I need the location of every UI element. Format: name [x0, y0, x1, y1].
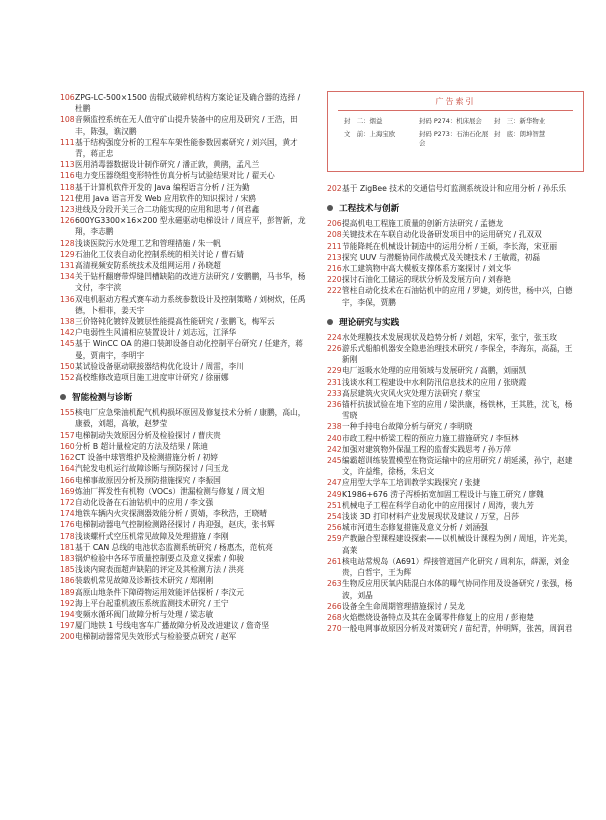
toc-entry[interactable]	[327, 343, 579, 365]
article-title: 机械电子工程在科学自动化中的应用探讨 / 周涛，裴九芳	[342, 500, 534, 510]
article-title: 产教融合型课程建设探索——以机械设计课程为例 / 周旭，许光美，高莱	[342, 534, 573, 555]
article-title: 基于计算机软件开发的 Java 编程语言分析 / 汪为勤	[75, 182, 250, 192]
toc-entry[interactable]	[60, 620, 308, 631]
page-number: 224	[327, 332, 342, 342]
toc-entry[interactable]	[60, 508, 308, 519]
toc-entry[interactable]	[327, 489, 579, 500]
advert-divider	[338, 110, 573, 111]
toc-entry[interactable]	[60, 215, 308, 237]
page-number: 247	[327, 478, 342, 488]
article-title: 浅谈 3D 打印材料产业发展现状及建议 / 万堂，吕莎	[342, 512, 519, 522]
toc-entry[interactable]	[327, 263, 579, 274]
article-title: 游乐式船舶机器安全隐患治理技术研究 / 李保全，李海东，高磊，王新刚	[342, 344, 573, 365]
page-number: 129	[60, 249, 75, 259]
article-title: 锅炉检验中各环节质量控制要点及意义探索 / 仰骏	[75, 553, 244, 563]
toc-entry[interactable]	[327, 623, 579, 634]
article-title: 分析 B 超计量检定的方法及结果 / 陈迪	[75, 441, 208, 451]
article-title: 石油化工仪表自动化控制系统的相关讨论 / 曹石婧	[75, 249, 244, 259]
article-title: 探讨石油化工储运的现状分析及发展方向 / 刘春艳	[342, 275, 511, 285]
page-number: 152	[60, 373, 75, 383]
article-title: 双电机驱动方程式赛车动力系统参数设计及控制策略 / 刘树炊，任禹德，卜相菲，姜天宇	[75, 294, 306, 315]
page-number: 160	[60, 441, 75, 451]
page-number: 131	[60, 261, 75, 271]
page-number: 202	[327, 184, 342, 193]
page-number: 174	[60, 509, 75, 519]
toc-entry[interactable]	[60, 598, 308, 609]
page-number: 116	[60, 171, 75, 181]
article-title: 基于 ZigBee 技术的交通信号灯监测系统设计和应用分析 / 孙乐乐	[342, 184, 566, 193]
page-number: 126	[60, 216, 75, 226]
toc-entry[interactable]	[60, 542, 308, 553]
page-number: 181	[60, 542, 75, 552]
article-title: 水处理膜技术发展现状及趋势分析 / 刘超，宋军，张宁，张玉玫	[342, 332, 558, 342]
article-title: 生物反应用厌氧内陆混白水体的曝气协同作用及设备研究 / 张强，杨波，刘晶	[342, 579, 573, 600]
toc-entry[interactable]	[327, 274, 579, 285]
article-title: 关键技术在车联自动化设备研发项目中的运用研究 / 孔双双	[342, 230, 542, 240]
toc-entry[interactable]	[60, 475, 308, 486]
article-title: 某试验设备驱动联接器结构优化设计 / 周雷，李川	[75, 361, 244, 371]
page-number: 270	[327, 624, 342, 634]
toc-entry[interactable]	[60, 327, 308, 338]
toc-entry[interactable]	[60, 182, 308, 193]
section-heading	[327, 316, 579, 328]
advert-index-box	[327, 91, 584, 172]
page-number: 178	[60, 531, 75, 541]
toc-entry[interactable]	[60, 193, 308, 204]
article-title: 管柱自动化技术在石油钻机中的应用 / 罗婕，刘传世，杨中兴，白德宇，李保，贾鹏	[342, 286, 573, 307]
page-number: 208	[327, 230, 342, 240]
page-number: 216	[327, 264, 342, 274]
toc-entry[interactable]	[60, 463, 308, 474]
page-number: 206	[327, 219, 342, 229]
page-number: 121	[60, 193, 75, 203]
article-title: 600YG3300×16×200 型永磁驱动电梯设计 / 周应平，彭智新，龙翔，李志鹏	[75, 216, 306, 237]
toc-entry[interactable]	[60, 159, 308, 170]
article-title: 提高机电工程施工质量的创新方法研究 / 孟德龙	[342, 219, 504, 229]
advert-item: 封 二：烟益	[344, 117, 383, 125]
article-title: 水工建筑物中高大模板支撑体系方案探讨 / 刘文华	[342, 264, 511, 274]
toc-entry[interactable]	[327, 421, 579, 432]
section-bullet-icon	[327, 319, 333, 325]
article-title: K1986+676 涝子泻桥拓宽加固工程设计与施工研究 / 廖魏	[342, 489, 544, 499]
toc-entry[interactable]	[60, 372, 308, 383]
right-column	[327, 183, 579, 634]
page-number: 185	[60, 565, 75, 575]
toc-entry[interactable]	[60, 260, 308, 271]
page-number: 263	[327, 579, 342, 589]
article-title: 设备全生命周期管理措施探讨 / 吴龙	[342, 601, 465, 611]
article-title: 使用 Java 语言开发 Web 应用软件的知识探讨 / 宋鸥	[75, 193, 256, 203]
toc-entry[interactable]	[327, 365, 579, 376]
section-heading	[60, 391, 308, 403]
toc-entry[interactable]	[327, 522, 579, 533]
page-number: 113	[60, 160, 75, 170]
page-number: 222	[327, 286, 342, 296]
article-title: 汽轮发电机运行故障诊断与预防探讨 / 闫玉龙	[75, 464, 229, 474]
page-number: 254	[327, 512, 342, 522]
article-title: 电梯制动器电气控制检测路径探讨 / 冉迎强，赵庆，张书辉	[75, 520, 275, 530]
toc-entry[interactable]	[327, 183, 579, 194]
toc-entry[interactable]	[60, 452, 308, 463]
page-number: 245	[327, 456, 342, 466]
article-title: 高清视频安防系统技术及组网运用 / 孙晓超	[75, 261, 221, 271]
article-title: 探究 UUV 与潜艇协同作战模式及关键技术 / 王敏霞，初磊	[342, 252, 541, 262]
article-title: 高层建筑火灾风火灾处理方法研究 / 蔡宝	[342, 388, 481, 398]
article-title: 一般电网事故原因分析及对策研究 / 苗纪青，仲明辉，张茜，周润君	[342, 624, 573, 634]
article-title: 音频监控系统在无人值守矿山提升装备中的应用及研究 / 王浩，田丰，陈强，谯汉鹏	[75, 115, 298, 136]
toc-entry[interactable]	[60, 631, 308, 642]
toc-entry[interactable]	[60, 249, 308, 260]
page-number: 211	[327, 241, 342, 251]
toc-entry[interactable]	[327, 533, 579, 555]
page-number: 162	[60, 453, 75, 463]
page-number: 213	[327, 252, 342, 262]
toc-entry[interactable]	[327, 500, 579, 511]
page-number: 157	[60, 430, 75, 440]
toc-entry[interactable]	[327, 433, 579, 444]
article-title: 地铁车辆内火灾探测器效能分析 / 贾婧，李秋浩，王晓晴	[75, 509, 267, 519]
article-title: 电梯制动器常见失效形式与检验要点研究 / 赵军	[75, 632, 237, 642]
toc-entry[interactable]	[327, 477, 579, 488]
page-number: 164	[60, 464, 75, 474]
article-title: 核电站常规岛（A691）焊接管道国产化研究 / 周利东，薛源，刘金贵，白哲宇，王为辉	[342, 556, 570, 578]
toc-entry[interactable]	[60, 361, 308, 372]
page-number: 266	[327, 601, 342, 611]
article-title: 基于结构强度分析的工程车车架性能参数因素研究 / 刘兴国，黄才青，蒋正忠	[75, 137, 298, 159]
article-title: 浅谈医院污水处理工艺和管理措施 / 朱一帆	[75, 238, 221, 248]
toc-entry[interactable]	[60, 497, 308, 508]
page-number: 261	[327, 556, 342, 566]
section-heading-text: 工程技术与创新	[339, 204, 400, 215]
page-number: 251	[327, 500, 342, 510]
toc-entry[interactable]	[327, 229, 579, 240]
toc-entry[interactable]	[60, 441, 308, 452]
page-number: 176	[60, 520, 75, 530]
advert-index-title: 广告索引	[435, 97, 476, 106]
article-title: 市政工程中桥梁工程的预应力施工措施研究 / 李恒林	[342, 433, 519, 443]
left-column	[60, 92, 308, 643]
page-number: 226	[327, 344, 342, 354]
page-number: 229	[327, 366, 342, 376]
page-number: 189	[60, 587, 75, 597]
toc-entry[interactable]	[327, 241, 579, 252]
toc-entry[interactable]	[60, 338, 308, 360]
article-title: ZPG-LC-500×1500 齿辊式破碎机结构方案论证及确合器的选择 / 杜鹏	[75, 93, 301, 114]
page-number: 194	[60, 609, 75, 619]
page-number: 128	[60, 238, 75, 248]
section-bullet-icon	[60, 394, 66, 400]
article-title: 炼油厂挥发性有机物（VOCs）泄漏检测与修复 / 周文旭	[75, 486, 265, 496]
page-number: 172	[60, 497, 75, 507]
advert-item: 封码 P274：机床展会	[419, 117, 482, 125]
toc-entry[interactable]	[60, 430, 308, 441]
article-title: 海上平台起重机液压系统监测技术研究 / 王宁	[75, 598, 229, 608]
article-title: 一种手持电台故障分析与研究 / 李明晓	[342, 422, 473, 432]
article-title: 医用消毒器数据设计制作研究 / 潘正敦，黄鹃，孟凡兰	[75, 160, 260, 170]
toc-entry[interactable]	[60, 564, 308, 575]
toc-entry[interactable]	[327, 444, 579, 455]
toc-entry[interactable]	[327, 578, 579, 600]
toc-entry[interactable]	[327, 455, 579, 477]
toc-entry[interactable]	[327, 285, 579, 307]
article-title: 自动化设备在石油钻机中的应用 / 李文强	[75, 497, 214, 507]
article-title: 电梯事故原因分析及预防措施探究 / 李振国	[75, 475, 221, 485]
article-title: 加强对建筑物外保温工程的监督实践思考 / 孙万萍	[342, 444, 511, 454]
page-number: 268	[327, 612, 342, 622]
advert-item: 封 底：朗坤智慧	[494, 130, 546, 138]
section-heading	[327, 202, 579, 214]
toc-entry[interactable]	[60, 137, 308, 159]
toc-entry[interactable]	[327, 601, 579, 612]
article-title: 高原山地条件下障碍物运用效能评估探析 / 李汶元	[75, 587, 244, 597]
article-title: 装载机常见故障及诊断技术研究 / 郑刚刚	[75, 576, 214, 586]
toc-entry[interactable]	[327, 399, 579, 421]
toc-entry[interactable]	[60, 238, 308, 249]
toc-entry[interactable]	[60, 170, 308, 181]
article-title: 应用型大学车工培训教学实践探究 / 张捷	[342, 478, 481, 488]
toc-entry[interactable]	[60, 531, 308, 542]
article-title: 锚杆抗拔试验在地下室的应用 / 梁洪康，杨铁林，王其胜，沈飞，杨雪晓	[342, 400, 573, 421]
page-number: 142	[60, 328, 75, 338]
advert-item: 封码 P273：石油石化展会	[419, 130, 489, 147]
toc-entry[interactable]	[327, 388, 579, 399]
advert-item: 文 前：上海宝欧	[344, 130, 396, 138]
advert-index-list	[344, 116, 569, 147]
toc-entry[interactable]	[327, 252, 579, 263]
article-title: 城市河道生态修复措施及意义分析 / 刘涵强	[342, 523, 488, 533]
toc-entry[interactable]	[60, 519, 308, 530]
page-number: 200	[60, 632, 75, 642]
article-title: 厦门地铁 1 号线电客车广播故障分析及改进建议 / 詹奇坚	[75, 621, 270, 631]
toc-entry[interactable]	[60, 553, 308, 564]
article-title: 编霸超训练装置模型在物资运输中的应用研究 / 胡延溪，孙宁，赵建文，许益维，徐杨，朱启文	[342, 456, 573, 477]
advert-item: 封 三：新华物业	[494, 117, 546, 125]
toc-entry[interactable]	[60, 271, 308, 293]
toc-entry[interactable]	[327, 612, 579, 623]
page-number: 197	[60, 621, 75, 631]
page-number: 138	[60, 317, 75, 327]
page-number: 192	[60, 598, 75, 608]
toc-entry[interactable]	[327, 377, 579, 388]
article-title: 进线及分段开关三合二功能实现的应用和思考 / 何君鑫	[75, 205, 260, 215]
article-title: 高校维修改造项目施工进度审计研究 / 徐丽娜	[75, 373, 229, 383]
article-title: 火焰燃烧设备特点及其在金属零件修复上的应用 / 彭袍楚	[342, 612, 534, 622]
toc-entry[interactable]	[60, 114, 308, 136]
page-number: 256	[327, 523, 342, 533]
article-title: 基于 CAN 总线的电池状态监测系统研究 / 杨惠杰，范杭亮	[75, 542, 273, 552]
page-number: 238	[327, 422, 342, 432]
page-number: 242	[327, 444, 342, 454]
page-number: 220	[327, 275, 342, 285]
article-title: 户电弱性生风浦相应装置设计 / 刘志远，江泽华	[75, 328, 237, 338]
page-number: 150	[60, 361, 75, 371]
page-number: 108	[60, 115, 75, 125]
page-number: 240	[327, 433, 342, 443]
article-title: 关于钻杆翻磨带焊缝凹槽缺陷的改进方法研究 / 安鹏鹏，马书华，杨文付，李宇滨	[75, 272, 306, 293]
article-title: 浅谈水利工程建设中水利防汛信息技术的应用 / 张晓霞	[342, 377, 527, 387]
article-title: 变频水循环阀门故障分析与处理 / 梁志敏	[75, 609, 214, 619]
article-title: 三价铬钝化镀锌及镀层性能提高性能研究 / 张鹏飞，梅军云	[75, 317, 275, 327]
page-number: 111	[60, 137, 75, 147]
article-title: 核电厂应急柴油机配气机构损坏原因及修复技术分析 / 康鹏，高山，康毅，刘超，高敏，赵梦莹	[75, 408, 306, 429]
page-number: 233	[327, 388, 342, 398]
article-title: 电梯制动失效原因分析及检验探讨 / 曹庆贵	[75, 430, 221, 440]
page-number: 155	[60, 408, 75, 418]
article-title: 节能降耗在机械设计制造中的运用分析 / 王硕，李长海，宋亚丽	[342, 241, 558, 251]
toc-entry[interactable]	[60, 407, 308, 429]
article-title: 浅谈内窥表面超声缺陷的评定及其检测方法 / 洪亮	[75, 565, 244, 575]
toc-entry[interactable]	[327, 556, 579, 578]
article-title: 基于 WinCC OA 的港口装卸设备自动化控制平台研究 / 任建齐，蒋曼，贾南宇，李明宇	[75, 339, 303, 360]
section-heading-text: 理论研究与实践	[339, 317, 400, 328]
toc-entry[interactable]	[327, 332, 579, 343]
section-bullet-icon	[327, 205, 333, 211]
toc-entry[interactable]	[60, 204, 308, 215]
page-number: 186	[60, 576, 75, 586]
article-title: CT 设备中球管维护及检测措施分析 / 初婷	[75, 453, 218, 463]
page-number: 169	[60, 486, 75, 496]
page-number: 231	[327, 377, 342, 387]
toc-entry[interactable]	[60, 92, 308, 114]
section-heading-text: 智能检测与诊断	[72, 393, 133, 404]
page-number: 134	[60, 272, 75, 282]
toc-entry[interactable]	[60, 294, 308, 316]
article-title: 电厂返吸水处理的应用领域与发展研究 / 高鹏，刘丽凯	[342, 366, 527, 376]
toc-entry[interactable]	[60, 316, 308, 327]
article-title: 浅谈螺杆式空压机常见故障及处理措施 / 李刚	[75, 531, 229, 541]
toc-entry[interactable]	[327, 218, 579, 229]
page-number: 249	[327, 489, 342, 499]
toc-entry[interactable]	[60, 486, 308, 497]
page-number: 123	[60, 205, 75, 215]
page-number: 259	[327, 534, 342, 544]
toc-entry[interactable]	[327, 511, 579, 522]
toc-entry[interactable]	[60, 575, 308, 586]
page-number: 118	[60, 182, 75, 192]
page-number: 136	[60, 294, 75, 304]
toc-entry[interactable]	[60, 587, 308, 598]
toc-entry[interactable]	[60, 609, 308, 620]
page-number: 183	[60, 553, 75, 563]
page-number: 236	[327, 400, 342, 410]
page-number: 106	[60, 93, 75, 102]
article-title: 电力变压器绕组变形特性仿真分析与试验结果对比 / 翟天心	[75, 171, 275, 181]
page-number: 145	[60, 339, 75, 349]
page-number: 166	[60, 475, 75, 485]
